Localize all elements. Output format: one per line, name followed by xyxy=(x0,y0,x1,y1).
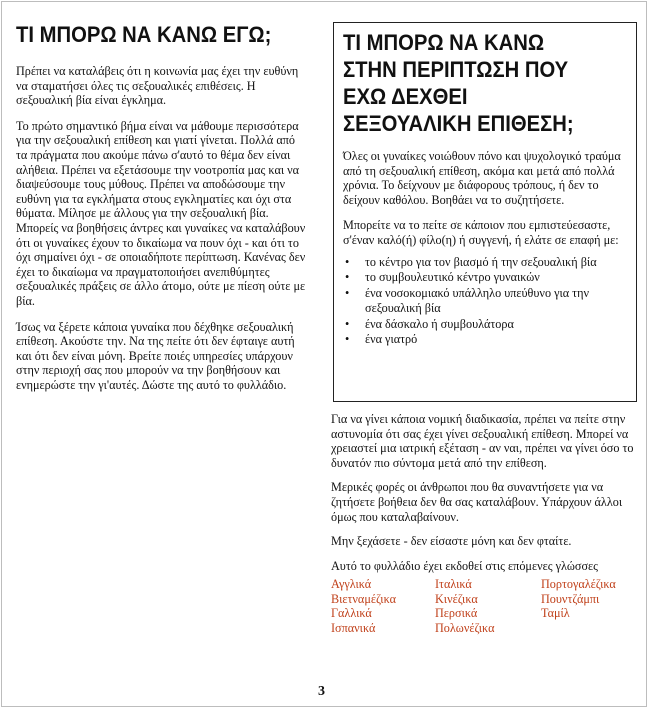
list-item xyxy=(343,270,627,286)
right-paragraph-2: Μερικές φορές οι άνθρωποι που θα συναντήσετε για να ζητήσετε βοήθεια δεν θα σας καταλάβουν. Υπάρχουν άλλοι όμως που καταλαβαίνουν. xyxy=(331,480,623,524)
list-item-text: ένα νοσοκομιακό υπάλληλο υπεύθυνο για την σεξουαλική βία xyxy=(365,285,589,316)
box-title xyxy=(343,29,604,137)
language-item: Γαλλικά xyxy=(331,606,372,621)
list-item-text: ένα δάσκαλο ή συμβουλάτορα xyxy=(365,316,514,331)
left-paragraph-3: Ίσως να ξέρετε κάποια γυναίκα που δέχθηκε σεξουαλική επίθεση. Ακούστε την. Να της πείτε ότι δεν έφταιγε αυτή και ότι δεν είναι μόνη. Βρείτε ποιές υπηρεσίες υπάρχουν στην περιοχή σας που μπορούν να την βοηθήσουν και ενημερώστε την γι'αυτές. Δώστε της αυτό το φυλλάδιο. xyxy=(16,319,295,392)
right-paragraph-3: Μην ξεχάσετε - δεν είσαστε μόνη και δεν φταίτε. xyxy=(331,534,572,549)
language-item: Περσικά xyxy=(435,606,478,621)
list-item xyxy=(343,332,627,348)
left-title: ΤΙ ΜΠΟΡΩ ΝΑ ΚΑΝΩ ΕΓΩ; xyxy=(16,22,272,47)
page-number: 3 xyxy=(318,684,325,699)
bullet-icon: • xyxy=(345,316,350,331)
list-item xyxy=(343,286,627,317)
language-item: Πολωνέζικα xyxy=(435,620,495,635)
bullet-icon: • xyxy=(345,254,350,269)
list-item xyxy=(343,317,627,333)
left-column xyxy=(16,22,306,403)
contact-list xyxy=(343,255,627,348)
bullet-icon: • xyxy=(345,270,350,285)
language-item: Πουντζάμπι xyxy=(541,591,600,606)
list-item-text: το συμβουλευτικό κέντρο γυναικών xyxy=(365,270,540,285)
help-box xyxy=(333,22,637,402)
language-item: Ιταλικά xyxy=(435,577,472,592)
box-title-line-3: ΕΧΩ ΔΕΧΘΕΙ xyxy=(343,84,468,109)
bullet-icon: • xyxy=(345,332,350,347)
bullet-icon: • xyxy=(345,285,350,300)
language-item: Κινέζικα xyxy=(435,591,478,606)
box-title-line-2: ΣΤΗΝ ΠΕΡΙΠΤΩΣΗ ΠΟΥ xyxy=(343,57,569,82)
language-item: Βιετναμέζικα xyxy=(331,591,396,606)
box-paragraph-1: Όλες οι γυναίκες νοιώθουν πόνο και ψυχολογικό τραύμα από τη σεξουαλική επίθεση, ακόμα και μετά από πολλά χρόνια. Το δείχνουν με διάφορους τρόπους, ή δεν το δείχουν καθόλου. Βοηθάει να το συζητήσετε. xyxy=(343,149,621,207)
language-item: Πορτογαλέζικα xyxy=(541,577,616,592)
right-column xyxy=(331,412,637,635)
list-item-text: ένα γιατρό xyxy=(365,332,418,347)
box-paragraph-2: Μπορείτε να το πείτε σε κάποιον που εμπιστεύεσαστε, σ'έναν καλό(ή) φίλο(η) ή συγγενή, ή ελάτε σε επαφή με: xyxy=(343,218,619,247)
list-item xyxy=(343,255,627,271)
language-item: Ταμίλ xyxy=(541,606,570,621)
list-item-text: το κέντρο για τον βιασμό ή την σεξουαλική βία xyxy=(365,254,597,269)
language-item: Ισπανικά xyxy=(331,620,376,635)
left-paragraph-2: Το πρώτο σημαντικό βήμα είναι να μάθουμε περισσότερα για την σεξουαλική επίθεση και γιατί γίνεται. Πολλά από τα πράγματα που ακούμε πάνω σ'αυτό το θέμα δεν είναι αλήθεια. Πρέπει να εξετάσουμε την νοοτροπία μας και να διαψεύσουμε τους μύθους. Πρέπει να αποδώσουμε την ευθύνη για τα εγκλήματα στους εγκληματίες και όχι στα θύματα. Μίλησε με άλλους για την σεξουαλική βία. Μπορείς να βοηθήσεις άντρες και γυναίκες να καταλάβουν ότι οι γυναίκες έχουν το δικαίωμα να πουν όχι - και ότι το όχι σημαίνει όχι - σε οποιαδήποτε περίπτωση. Κανένας δεν έχει το δικαίωμα να πραγματοποιήσει ανεπιθύμητες σεξουαλικές πράξεις σε άλλο άτομο, ούτε με πίεση ούτε με βία. xyxy=(16,118,306,308)
language-item: Αγγλικά xyxy=(331,577,372,592)
languages-list xyxy=(331,577,637,635)
box-title-line-4: ΣΕΞΟΥΑΛΙΚΗ ΕΠΙΘΕΣΗ; xyxy=(343,111,574,136)
left-paragraph-1: Πρέπει να καταλάβεις ότι η κοινωνία μας έχει την ευθύνη να σταματήσει όλες τις σεξουαλικές επιθέσεις. Η σεξουαλική βία είναι έγκλημα. xyxy=(16,64,299,108)
box-title-line-1: ΤΙ ΜΠΟΡΩ ΝΑ ΚΑΝΩ xyxy=(343,30,545,55)
right-paragraph-1: Για να γίνει κάποια νομική διαδικασία, πρέπει να πείτε στην αστυνομία ότι σας έχει γίνει σεξουαλική επίθεση. Μπορεί να χρειαστεί μια ιατρική εξέταση - αν ναι, πρέπει να γίνει όσο το δυνατόν πιο σύντομα μετά από την επίθεση. xyxy=(331,412,634,470)
languages-intro: Αυτό το φυλλάδιο έχει εκδοθεί στις επόμενες γλώσσες xyxy=(331,558,598,573)
language-item xyxy=(541,621,637,635)
